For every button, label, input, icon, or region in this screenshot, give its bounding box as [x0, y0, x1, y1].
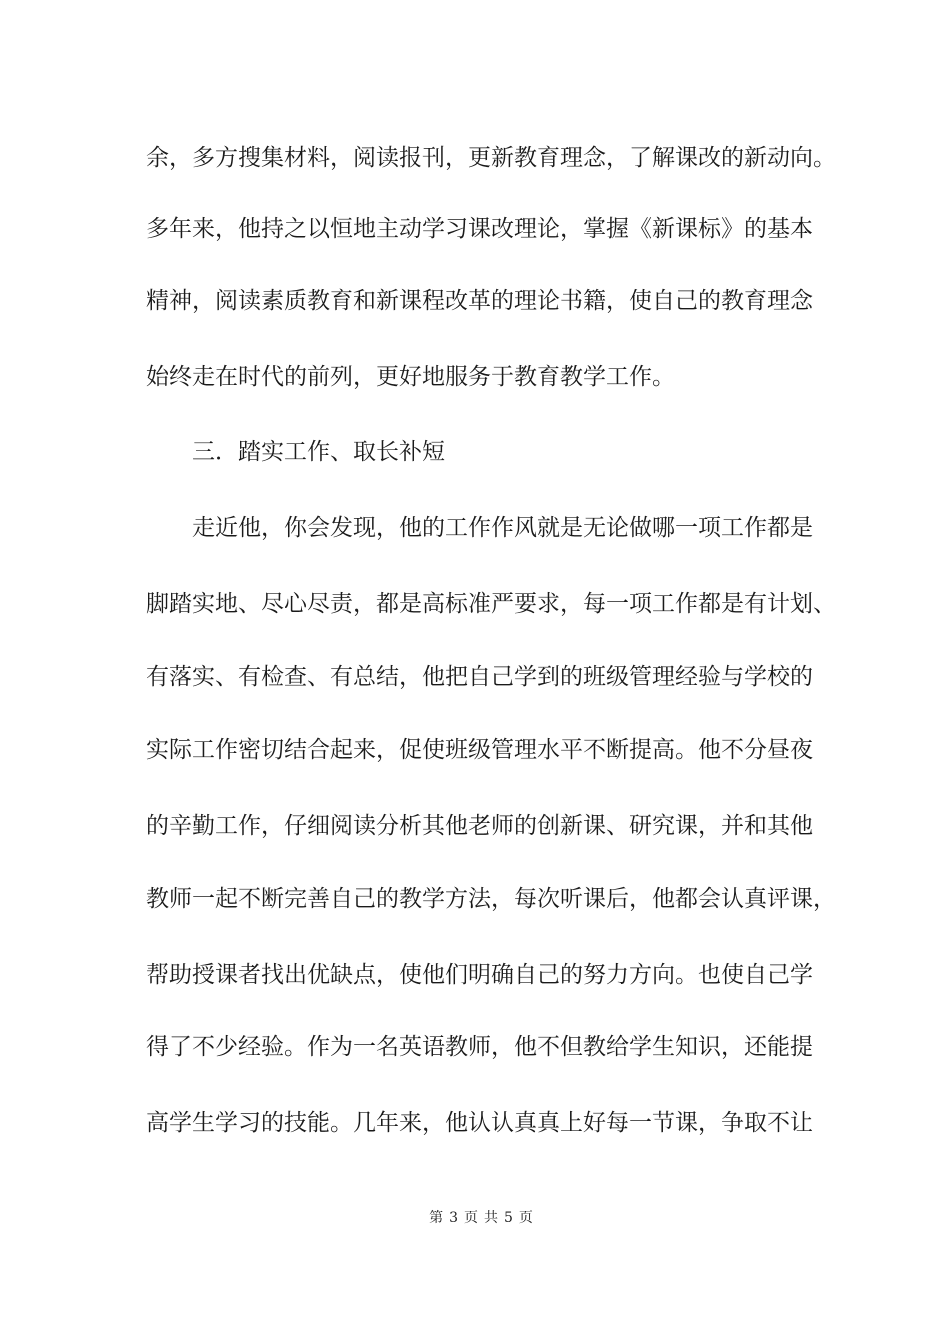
paragraph-line-11: 教师一起不断完善自己的教学方法，每次听课后，他都会认真评课，: [146, 886, 836, 912]
paragraph-line-10: 的辛勤工作，仔细阅读分析其他老师的创新课、研究课，并和其他: [146, 813, 813, 839]
paragraph-line-3: 精神，阅读素质教育和新课程改革的理论书籍，使自己的教育理念: [146, 288, 813, 314]
paragraph-line-8: 有落实、有检查、有总结，他把自己学到的班级管理经验与学校的: [146, 664, 813, 690]
footer-prefix: 第: [429, 1210, 444, 1226]
page-footer: [0, 1208, 950, 1228]
paragraph-line-12: 帮助授课者找出优缺点，使他们明确自己的努力方向。也使自己学: [146, 962, 813, 988]
footer-page-word-2: 页: [518, 1210, 533, 1226]
paragraph-line-7: 脚踏实地、尽心尽责，都是高标准严要求，每一项工作都是有计划、: [146, 591, 836, 617]
paragraph-line-4: 始终走在时代的前列，更好地服务于教育教学工作。: [146, 364, 675, 390]
section-heading: 三．踏实工作、取长补短: [192, 439, 445, 465]
paragraph-line-1: 余，多方搜集材料，阅读报刊，更新教育理念，了解课改的新动向。: [146, 145, 836, 171]
paragraph-line-6: 走近他，你会发现，他的工作作风就是无论做哪一项工作都是: [192, 515, 813, 541]
footer-current-page: 3: [449, 1210, 458, 1226]
footer-total-prefix: 共: [484, 1210, 498, 1226]
paragraph-line-2: 多年来，他持之以恒地主动学习课改理论，掌握《新课标》的基本: [146, 216, 813, 242]
paragraph-line-9: 实际工作密切结合起来，促使班级管理水平不断提高。他不分昼夜: [146, 737, 813, 763]
paragraph-line-14: 高学生学习的技能。几年来，他认认真真上好每一节课，争取不让: [146, 1110, 813, 1136]
paragraph-line-13: 得了不少经验。作为一名英语教师，他不但教给学生知识，还能提: [146, 1034, 813, 1060]
footer-total-pages: 5: [504, 1210, 513, 1226]
footer-page-word: 页: [464, 1210, 478, 1226]
